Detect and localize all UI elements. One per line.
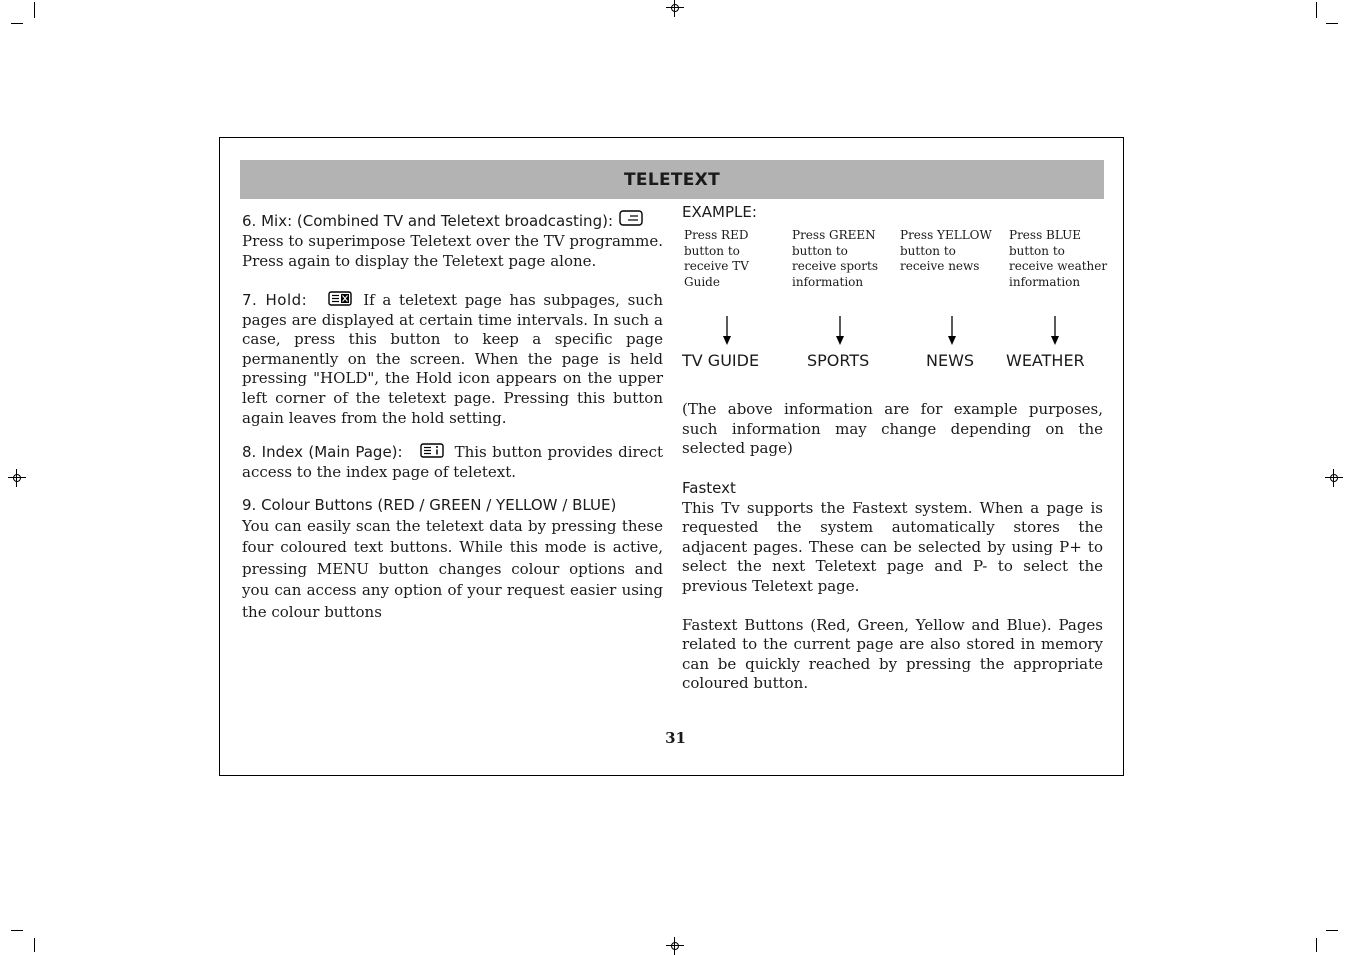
label-weather: WEATHER [1006,351,1085,370]
section-header [240,160,1104,199]
fastext-para-2: Fastext Buttons (Red, Green, Yellow and Blue). Pages related to the current page are also stored in memory can be quickly reached by pressing the appropriate coloured button. [682,615,1103,693]
colour-heading: 9. Colour Buttons (RED / GREEN / YELLOW / BLUE) [242,496,617,514]
crop-mark [1316,938,1317,952]
fastext-section [682,479,1103,694]
example-title: EXAMPLE: [682,203,757,221]
example-note: (The above information are for example purposes, such information may change depending on the selected page) [682,400,1103,458]
hold-heading: 7. Hold: [242,291,308,309]
arrow-down-icon [1050,316,1060,346]
page-number: 31 [665,729,686,747]
example-instruction-green: Press GREEN button to receive sports information [792,228,878,289]
crop-mark [34,2,35,18]
mix-heading: 6. Mix: (Combined TV and Teletext broadcasting): [242,212,613,230]
registration-mark [1325,469,1343,487]
label-news: NEWS [926,351,975,370]
fastext-heading: Fastext [682,479,736,497]
hold-text: If a teletext page has subpages, such pages are displayed at certain time intervals. In such a case, press this button to keep a specific page permanently on the screen. When the page is held pressing "HOLD", the Hold icon appears on the upper left corner of the teletext page. Pressing this button again leaves from the hold setting. [242,291,663,427]
index-paragraph [242,443,663,482]
hold-icon [328,291,352,312]
hold-section [242,291,663,428]
index-text: This button provides direct access to the index page of teletext. [242,443,663,481]
mix-icon [619,210,643,232]
registration-mark [666,0,684,17]
fastext-para-1: This Tv supports the Fastext system. When a page is requested the system automatically stores the adjacent pages. These can be selected by using P+ to select the next Teletext page and P- to select the previous Teletext page. [682,498,1103,595]
colour-section [242,496,663,623]
mix-section [242,210,663,271]
arrow-down-icon [947,316,957,346]
crop-mark [1326,930,1338,931]
registration-mark [666,937,684,955]
index-heading: 8. Index (Main Page): [242,443,403,461]
index-section [242,443,663,482]
arrow-down-icon [722,316,732,346]
arrow-down-icon [835,316,845,346]
example-instruction-red: Press RED button to receive TV Guide [684,228,749,289]
label-sports: SPORTS [807,351,870,370]
crop-mark [11,930,23,931]
crop-mark [1326,23,1338,24]
hold-paragraph [242,291,663,428]
index-icon [420,443,444,464]
crop-mark [34,938,35,952]
example-instruction-blue: Press BLUE button to receive weather information [1009,228,1108,289]
section-title: TELETEXT [624,170,720,190]
example-instruction-yellow: Press YELLOW button to receive news [900,228,992,273]
registration-mark [8,469,26,487]
mix-text: Press to superimpose Teletext over the TV programme. Press again to display the Teletext page alone. [242,232,663,270]
colour-text: You can easily scan the teletext data by pressing these four coloured text buttons. While this mode is active, pressing MENU button changes colour options and you can access any option of your request easier using the colour buttons [242,516,663,621]
crop-mark [11,23,23,24]
label-tv-guide: TV GUIDE [682,351,760,370]
crop-mark [1316,2,1317,18]
